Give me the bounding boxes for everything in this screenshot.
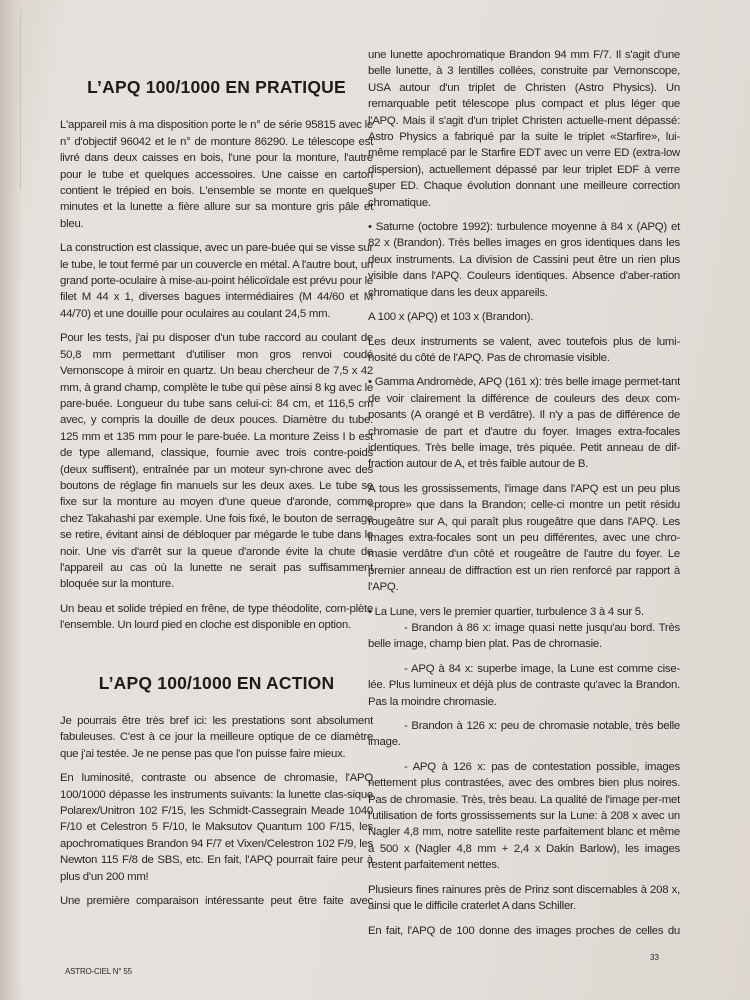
paragraph: L'appareil mis à ma disposition porte le n° de série 95815 avec le n° d'objectif 96042 et le n° de monture 86290. Le télescope est livré dans deux caisses en bois, l'une pour la monture, l'autre pour le tube et quelques accessoires. Une caisse en carton contient le trépied en bois. L'ensemble se monte en quelques minutes et la lunette a fière allure sur sa monture gris pâle et bleu. bbox=[60, 119, 373, 230]
paragraph: Une première comparaison intéressante peut être faite avec bbox=[60, 895, 373, 908]
paragraph: A tous les grossissements, l'image dans l'APQ est un peu plus «propre» que dans la Brandon; celle-ci montre un petit résidu rougeâtre sur A, qui paraît plus rougeâtre que dans l'APQ. Les images extra-focales sont un peu différentes, avec une chro-masie verdâtre d'un côté et rougeâtre de l'autre du foyer. Le premier anneau de diffraction est un rien renforcé par rapport à l'APQ. bbox=[368, 482, 680, 594]
paragraph: Les deux instruments se valent, avec toutefois plus de lumi-nosité du côté de l'APQ. Pas de chromasie visible. bbox=[368, 335, 680, 364]
lune-observation: - Brandon à 86 x: image quasi nette jusqu'au bord. Très belle image, champ bien plat. Pas de chromasie. bbox=[368, 622, 680, 651]
paragraph: Pour les tests, j'ai pu disposer d'un tube raccord au coulant de 50,8 mm permettant d'utiliser mon gros renvoi coudé Vernonscope à miroir en quartz. Un beau chercheur de 7,5 x 42 mm, à grand champ, complète le tube qui pèse ainsi 8 kg avec le pare-buée. Longueur du tube sans celui-ci: 84 cm, et 116,5 cm avec, y compris la douille de deux pouces. Diamètre du tube: 125 mm et 135 mm pour le pare-buée. La monture Zeiss I b est de type allemand, classique, fournie avec trois contre-poids (deux suffisent), entraînée par un moteur syn-chrone avec des boutons de réglage fin manuels sur les deux axes. Le tube se fixe sur la monture au moyen d'une queue d'aronde, comme chez Takahashi par exemple. Une fois fixé, le bouton de serrage se retire, évitant ainsi de débloquer par mégarde le tube dans le noir. Une vis d'arrêt sur la queue d'aronde évite la chute de l'appareil au cas où la lunette ne serait pas suffisamment bloquée sur la monture. bbox=[60, 332, 373, 591]
paragraph: En fait, l'APQ de 100 donne des images proches de celles du bbox=[368, 924, 680, 937]
paragraph: La construction est classique, avec un pare-buée qui se visse sur le tube, le tout fermé par un couvercle en métal. A l'autre bout, un grand porte-oculaire à mise-au-point hélicoïdale est prévu pour le filet M 44 x 1, diverses bagues intermédiaires (M 44/60 et M 44/70) et une douille pour oculaires au coulant 24,5 mm. bbox=[60, 242, 373, 320]
publication-footer: ASTRO-CIEL N° 55 bbox=[65, 967, 132, 976]
page-number: 33 bbox=[650, 953, 659, 962]
left-column bbox=[60, 45, 373, 917]
lune-observation: - APQ à 84 x: superbe image, la Lune est comme cise-lée. Plus lumineux et déjà plus de contraste qu'avec la Brandon. Pas la moindre chromasie. bbox=[368, 662, 680, 708]
paragraph: A 100 x (APQ) et 103 x (Brandon). bbox=[368, 311, 534, 324]
section-title-action: L’APQ 100/1000 EN ACTION bbox=[98, 672, 335, 693]
bullet-lune: • La Lune, vers le premier quartier, turbulence 3 à 4 sur 5. bbox=[368, 605, 644, 618]
paragraph: Un beau et solide trépied en frêne, de type théodolite, com-plète l'ensemble. Un lourd pied en cloche est disponible en option. bbox=[60, 602, 373, 632]
page-binding-shadow bbox=[0, 0, 22, 1000]
lune-observation: - APQ à 126 x: pas de contestation possible, images nettement plus contrastées, avec des ombres bien plus noires. Pas de chromasie. Très, très beau. La qualité de l'image per-met l'utilisation de forts grossissements sur la Lune: à 208 x avec un Nagler 4,8 mm, notre satellite reste parfaitement blanc et même à 500 x (Nagler 4,8 mm + 2,4 x Dakin Barlow), les images restent parfaitement nettes. bbox=[368, 760, 680, 872]
paragraph: Je pourrais être très bref ici: les prestations sont absolument fabuleuses. C'est à ce jour la meilleure optique de ce diamètre que j'ai testée. Je ne pense pas que l'on puisse faire mieux. bbox=[60, 715, 373, 760]
bullet-gamma-andromede: • Gamma Andromède, APQ (161 x): très belle image permet-tant de voir clairement la différence de couleurs des deux com-posants (A orangé et B verdâtre). Il n'y a pas de différence de chromasie de part et d'autre du foyer. Images extra-focales identiques. Très belle image, très piquée. Petit anneau de dif-fraction autour de A, et très faible autour de B. bbox=[368, 376, 680, 471]
section-title-pratique: L’APQ 100/1000 EN PRATIQUE bbox=[87, 77, 346, 97]
bullet-saturne: • Saturne (octobre 1992): turbulence moyenne à 84 x (APQ) et 82 x (Brandon). Très belles images en gros identiques dans les deux instruments. La division de Cassini peut être un rien plus visible dans l'APQ. Couleurs identiques. Absence d'aber-ration chromatique dans les deux appareils. bbox=[368, 221, 680, 299]
paragraph: une lunette apochromatique Brandon 94 mm F/7. Il s'agit d'une belle lunette, à 3 lentilles collées, construite par Vernonscope, USA autour d'un triplet de Christen (Astro Physics). Un remarquable petit télescope plus compact et plus léger que l'APQ. Mais il s'agit d'un triplet Christen actuelle-ment dépassé: Astro Physics a fabriqué par la suite le triplet «Starfire», lui-même remplacé par le Starfire EDT avec un verre ED (extra-low dispersion), actuellement dépassé par leur triplet EDF à verre super ED. Chaque évolution donnant une meilleure correction chromatique. bbox=[368, 49, 680, 209]
paragraph: Plusieurs fines rainures près de Prinz sont discernables à 208 x, ainsi que le difficile craterlet A dans Schiller. bbox=[368, 883, 680, 913]
torn-page-edge bbox=[20, 10, 23, 190]
paragraph: En luminosité, contraste ou absence de chromasie, l'APQ 100/1000 dépasse les instruments suivants: la lunette clas-sique Polarex/Unitron 102 F/15, les Schmidt-Cassegrain Meade 1040 F/10 et Celestron 5 F/10, le Maksutov Quantum 100 F/15, les apochromatiques Brandon 94 F/7 et Vixen/Celestron 102 F/9, les Newton 115 F/8 de SBS, etc. En fait, l'APQ pourrait faire peur à plus d'un 200 mm! bbox=[60, 772, 373, 883]
lune-observation: - Brandon à 126 x: peu de chromasie notable, très belle image. bbox=[368, 720, 680, 749]
right-column bbox=[368, 47, 680, 947]
